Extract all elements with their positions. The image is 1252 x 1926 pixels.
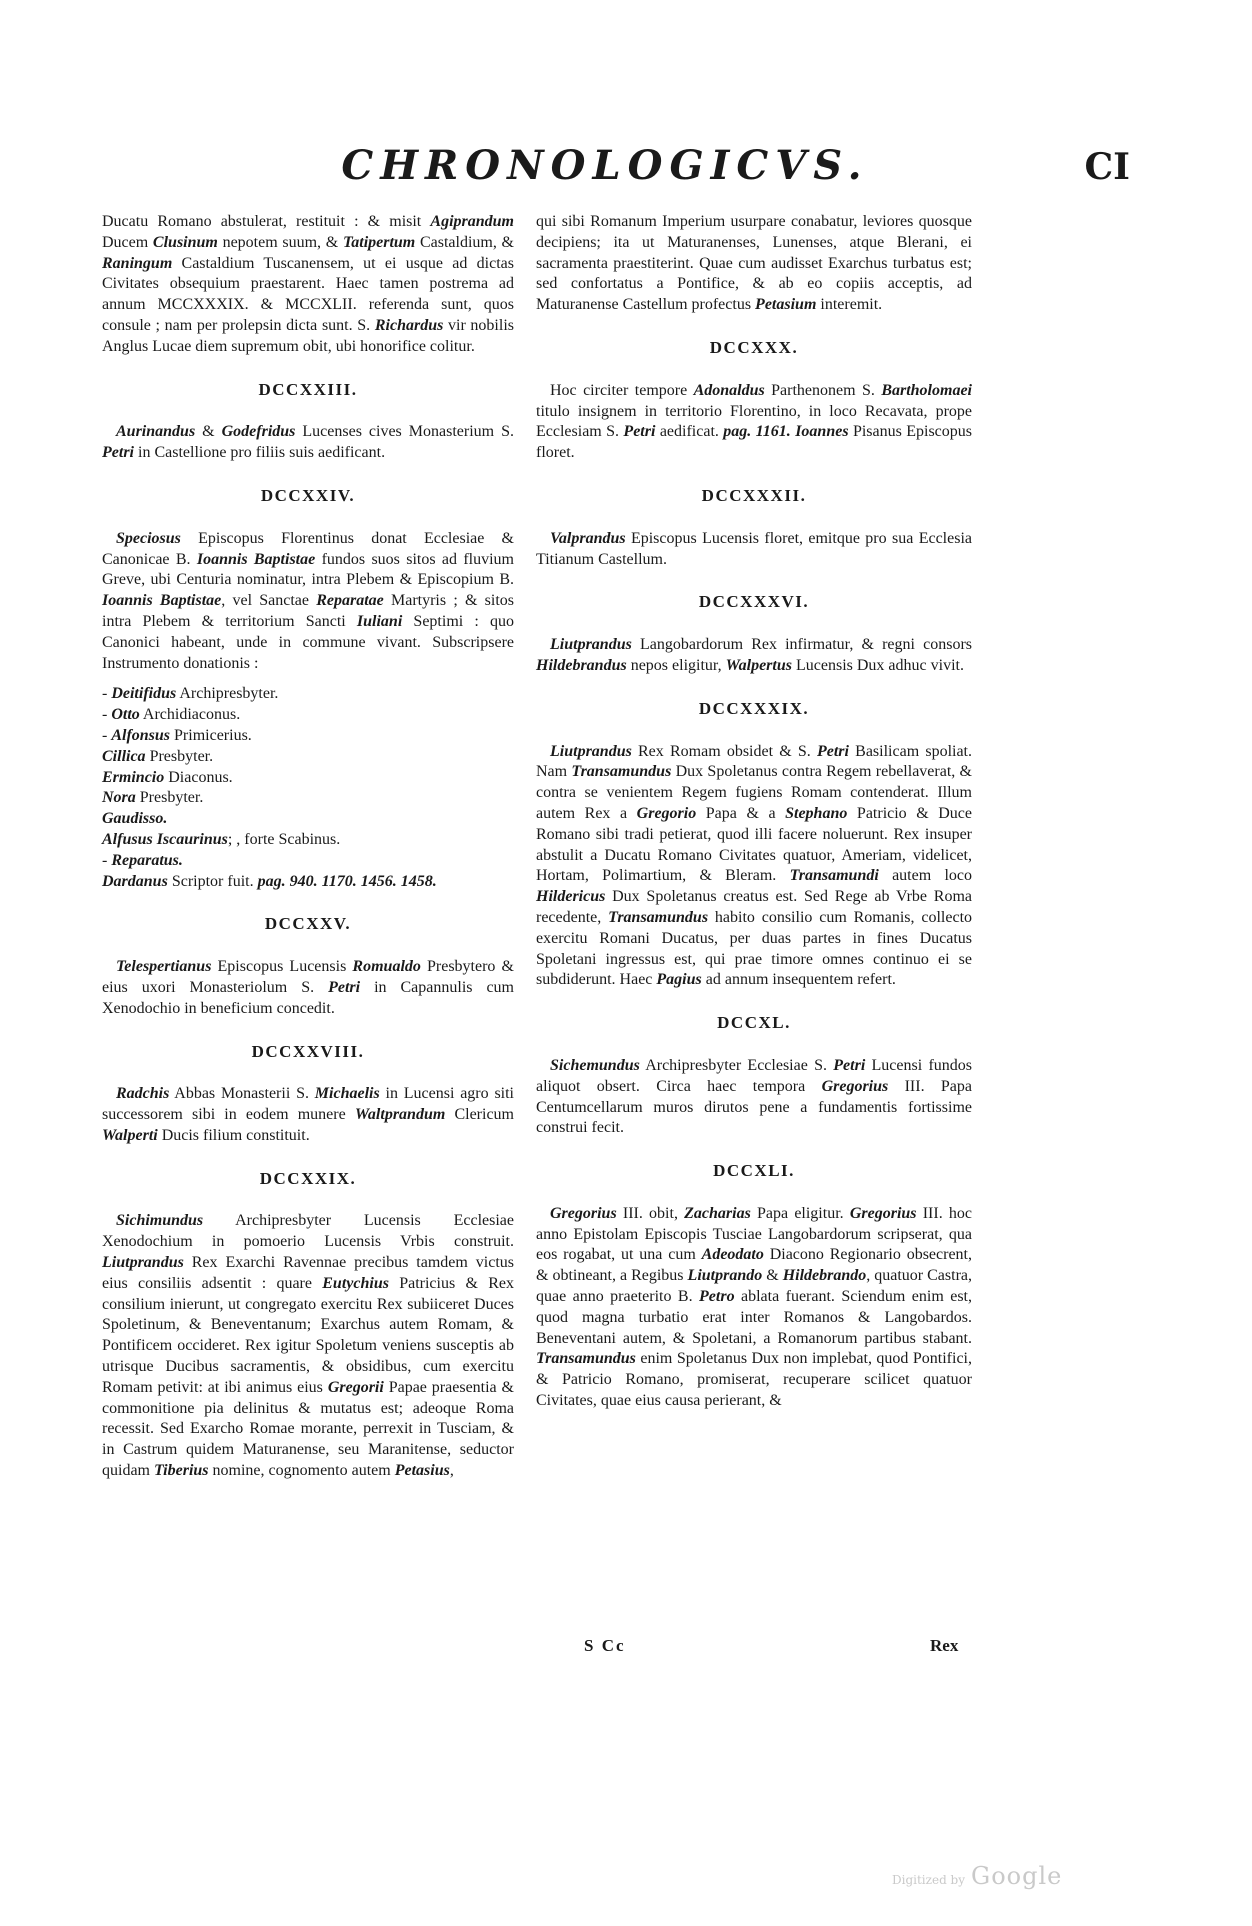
text-run: Presbyter. (145, 747, 214, 765)
text-run: Abbas Monasterii S. (169, 1085, 315, 1103)
italic-name: Adeodato (701, 1246, 764, 1264)
italic-name: Romualdo (352, 958, 421, 976)
entry-paragraph (102, 957, 514, 1019)
text-run: Primicerius. (170, 726, 252, 744)
text-run: Archidiaconus. (139, 706, 241, 724)
year-heading: DCCXXIX. (259, 1168, 357, 1188)
italic-name: Otto (111, 706, 140, 724)
entry-paragraph (536, 1056, 972, 1139)
running-head: CHRONOLOGICVS. (341, 142, 869, 189)
year-heading: DCCXXIII. (258, 379, 358, 399)
entry-paragraph (536, 381, 972, 464)
entry-paragraph (102, 1211, 514, 1481)
entry-paragraph (102, 1084, 514, 1146)
text-run: aedificat. (655, 423, 724, 441)
text-run: Lucensis Dux adhuc vivit. (791, 656, 964, 674)
entry-paragraph (102, 529, 514, 675)
italic-name: Ioannes (795, 423, 849, 441)
italic-name: Tiberius (154, 1462, 209, 1480)
text-run: Martyris ; & sitos intra Plebem & territorium Sancti (102, 592, 515, 630)
year-heading: DCCXXVIII. (251, 1041, 365, 1061)
page-header (80, 142, 1130, 202)
text-run: Pisanus Episcopus floret. (536, 423, 972, 462)
text-run: Rex Romam obsidet & S. (631, 742, 817, 760)
italic-name: Petri (102, 444, 134, 462)
italic-name: Richardus (374, 316, 444, 334)
italic-name: Stephano (785, 804, 848, 822)
text-run: - (102, 851, 112, 869)
italic-name: pag. 1161. (723, 423, 791, 441)
italic-name: Ioannis Baptistae (102, 592, 222, 610)
text-run: Scriptor fuit. (167, 872, 258, 890)
text-run: in Lucensi agro siti successorem sibi in eodem munere (102, 1085, 514, 1124)
italic-name: Iuliani (356, 612, 403, 630)
text-run: Papa eligitur. (750, 1204, 850, 1222)
text-run: Ducis filium constituit. (157, 1126, 310, 1144)
entry-paragraph (536, 635, 972, 677)
text-run: Rex Exarchi Ravennae precibus tamdem victus eius consiliis adsentit : quare (102, 1254, 514, 1292)
italic-name: Michaelis (314, 1085, 380, 1103)
text-run: qui sibi Romanum Imperium usurpare conabatur, leviores quosque decipiens; ita ut Maturanenses, Lunenses, atque Blerani, ei sacramenta praestiterint. Quae cum audisset Exarchus turbatus est; sed confortatus a Pontifice, & ab eo copiis acceptis, ad Maturanense Castellum profectus (536, 213, 972, 314)
text-run: Archipresbyter Lucensis Ecclesiae Xenodochium in pomoerio Lucensis Vrbis construit. (102, 1212, 514, 1251)
text-run: Ducem (102, 233, 153, 251)
italic-name: Gregorius (821, 1077, 889, 1095)
italic-name: Nora (102, 789, 136, 807)
text-run: enim Spoletanus Dux non implebat, quod Pontifici, & Patricio Romano, promiserat, recuperare scilicet quatuor Civitates, quae eius causa perierant, & (536, 1350, 972, 1410)
year-heading: DCCXLI. (713, 1161, 795, 1181)
italic-name: Petri (623, 423, 656, 441)
signer (102, 726, 514, 747)
italic-name: Dardanus (102, 872, 168, 890)
text-run: Diacono Regionario obsecrent, & obtineant, a Regibus (536, 1246, 972, 1285)
italic-name: Valprandus (550, 529, 626, 547)
italic-name: Sichimundus (116, 1212, 204, 1230)
entry-paragraph (536, 212, 972, 316)
italic-name: Liutprandus (550, 742, 632, 760)
italic-name: Gaudisso. (102, 810, 168, 828)
italic-name: Ioannis Baptistae (196, 550, 316, 568)
italic-name: Sichemundus (550, 1056, 640, 1074)
text-run: Parthenonem S. (764, 381, 882, 399)
italic-name: Walperti (102, 1126, 158, 1144)
year-heading: DCCXXXII. (701, 485, 807, 505)
italic-name: Tatipertum (342, 233, 416, 251)
italic-name: Walpertus (725, 656, 792, 674)
year-heading: DCCXXIV. (260, 485, 356, 505)
entry-paragraph (536, 529, 972, 571)
text-run: , vel Sanctae (221, 592, 317, 610)
text-run: Papa & a (696, 804, 786, 822)
italic-name: Liutprandus (102, 1254, 184, 1272)
italic-name: Petri (833, 1056, 866, 1074)
watermark-brand: Google (971, 1862, 1063, 1890)
text-run: Diaconus. (164, 768, 233, 786)
italic-name: Radchis (116, 1085, 170, 1103)
italic-name: Petasium (755, 296, 817, 314)
year-heading: DCCXXXVI. (698, 592, 810, 612)
text-run: fundos suos sitos ad fluvium Greve, ubi Centuria nominatur, intra Plebem & Episcopium B. (102, 550, 515, 589)
italic-name: Petri (328, 978, 361, 996)
italic-name: Transamundus (608, 908, 709, 926)
text-run: interemit. (816, 296, 883, 314)
text-run: Episcopus Florentinus donat Ecclesiae & Canonicae B. (102, 529, 514, 568)
text-run: Patricio & Duce Romano sibi tradi petierat, quod illi facere noluerunt. Rex insuper abstulit a Ducatu Romano Civitates quatuor, Ameriam, videlicet, Hortam, Polimartium, & Bleram. (536, 804, 973, 885)
signer (102, 747, 514, 768)
signer (102, 788, 514, 809)
text-run: III. Papa Centumcellarum muros dirutos pene a fundamentis fortissime construi fecit. (536, 1077, 972, 1137)
entry-paragraph (102, 212, 514, 358)
italic-name: Petri (816, 742, 849, 760)
text-run: Dux Spoletanus creatus est. Sed Rege ab Vrbe Roma recedente, (536, 888, 972, 926)
italic-name: Transamundus (536, 1350, 636, 1368)
text-run: Septimi : quo Canonici habeant, unde in commune vivant. Subscripsere Instrumento donationis : (102, 612, 514, 672)
italic-name: Speciosus (116, 529, 181, 547)
entry-paragraph (536, 1204, 972, 1412)
right-column (536, 212, 972, 1422)
italic-name: Gregorius (550, 1204, 617, 1222)
signer (102, 830, 514, 851)
signer (102, 684, 514, 705)
italic-name: Eutychius (322, 1274, 389, 1292)
text-run: habito consilio cum Romanis, collecto exercitu Romani Ducatus, per duas partes in fines Ducatus Spoletani ingressus est, qui prae timore omnes continuo ei se subdiderunt. Haec (536, 908, 973, 989)
italic-name: Liutprandus (550, 636, 632, 654)
text-run: Archipresbyter. (176, 685, 279, 703)
year-heading: DCCXXX. (709, 337, 799, 357)
text-run: - (102, 726, 112, 744)
italic-name: Petro (699, 1288, 735, 1306)
text-run: , quatuor Castra, quae anno praeterito B. (536, 1267, 973, 1306)
italic-name: Reparatae (316, 592, 384, 610)
text-run: nepotem suum, & (217, 233, 343, 251)
italic-name: Clusinum (152, 233, 218, 251)
italic-name: Hildebrando (782, 1267, 867, 1285)
signature-mark: S Cc (584, 1636, 626, 1655)
italic-name: Gregorio (636, 804, 697, 822)
text-run: Patricius & Rex consilium inierunt, ut congregato exercitu Rex subiiceret Duces Spoletinum, & Beneventanum; Exarchus autem Romam, & Pontificem occideret. Rex igitur Spoletum veniens susceptis ab utrisque Ducibus sacramentis, & obsidibus, cum exercitu Romam petivit: at ibi animus eius (102, 1274, 514, 1396)
italic-name: Transamundus (571, 763, 672, 781)
text-run: Basilicam spoliat. Nam (536, 742, 972, 781)
italic-name: Pagius (656, 971, 702, 989)
text-run: Clericum (445, 1106, 515, 1124)
digitized-watermark (892, 1862, 1062, 1890)
italic-name: Alfusus Iscaurinus (102, 830, 228, 848)
watermark-prefix: Digitized by (892, 1873, 966, 1887)
text-run: - (102, 685, 112, 703)
text-run: Lucensi fundos aliquot obsert. Circa haec tempora (536, 1056, 973, 1095)
left-column (102, 212, 514, 1492)
year-heading: DCCXL. (717, 1013, 791, 1033)
signer (102, 851, 514, 872)
italic-name: Godefridus (221, 423, 296, 441)
entry-paragraph (102, 872, 514, 893)
text-run: ad annum insequentem refert. (701, 971, 896, 989)
italic-name: Hildebrandus (536, 656, 627, 674)
signer (102, 705, 514, 726)
italic-name: Raningum (102, 254, 173, 272)
text-run: Castaldium Tuscanensem, ut ei usque ad dictas Civitates obsequium praestarent. Haec tamen postrema ad annum MCCXXXIX. & MCCXLII. referenda sunt, quos consule ; nam per prolepsin dicta sunt. S. (102, 254, 514, 334)
text-run: Presbytero & eius uxori Monasteriolum S. (102, 958, 514, 996)
italic-name: Petasius (394, 1462, 450, 1480)
text-run: Langobardorum Rex infirmatur, & regni consors (631, 636, 972, 654)
italic-name: Transamundi (789, 867, 879, 885)
text-run: in Castellione pro filiis suis aedificant. (134, 444, 386, 462)
italic-name: Gregorius (849, 1204, 917, 1222)
year-heading: DCCXXXIX. (698, 698, 810, 718)
text-run: Castaldium, & (415, 233, 515, 251)
italic-name: Liutprando (687, 1267, 763, 1285)
italic-name: Gregorii (327, 1378, 384, 1396)
text-run: Lucenses cives Monasterium S. (295, 423, 514, 441)
text-run: nepos eligitur, (626, 656, 726, 674)
text-run: Papae praesentia & commonitione pia delinitus & mutatus est; adeoque Roma recessit. Sed Exarcho Romae morante, perrexit in Tusciam, & in Castrum quidem Maturanense, seu Maranitense, seductor quidam (102, 1378, 515, 1480)
page-number: CI (1084, 146, 1130, 188)
italic-name: Telespertianus (116, 958, 212, 976)
catchword: Rex (930, 1636, 959, 1655)
italic-name: Cillica (102, 747, 146, 765)
text-run: nomine, cognomento autem (208, 1462, 395, 1480)
text-run: autem loco (878, 867, 972, 885)
text-run: , (449, 1462, 454, 1480)
year-heading: DCCXXV. (264, 914, 352, 934)
entry-paragraph (536, 742, 972, 992)
italic-name: Aurinandus (116, 423, 196, 441)
italic-name: Adonaldus (693, 381, 765, 399)
text-run: Dux Spoletanus contra Regem rebellaverat, & contra se venientem Regem fugiens Romam contenderat. Illum autem Rex a (536, 763, 972, 822)
text-run: ablata fuerant. Sciendum enim est, quod magna turbatio erat inter Romanos & Langobardos. Beneventani autem, & Spoletani, a Romanorum partibus stabant. (536, 1288, 972, 1347)
text-run: ; , forte Scabinus. (227, 830, 341, 848)
text-run: - (102, 706, 112, 724)
entry-paragraph (102, 422, 514, 464)
italic-name: Ermincio (102, 768, 165, 786)
signer (102, 809, 514, 830)
text-run: Hoc circiter tempore (550, 381, 694, 399)
text-run: Episcopus Lucensis (211, 958, 353, 976)
italic-name: Bartholomaei (881, 381, 972, 399)
text-run: III. obit, (616, 1204, 685, 1222)
italic-name: Hildericus (536, 888, 606, 906)
text-run: Ducatu Romano abstulerat, restituit : & misit (102, 213, 431, 230)
italic-name: Zacharias (684, 1204, 751, 1222)
text-run: & (762, 1267, 783, 1285)
italic-name: Deitifidus (111, 685, 177, 703)
text-run: Archipresbyter Ecclesiae S. (639, 1056, 834, 1074)
italic-name: pag. 940. 1170. 1456. 1458. (257, 872, 437, 890)
italic-name: Agiprandum (430, 213, 514, 230)
italic-name: Waltprandum (354, 1106, 446, 1124)
italic-name: Alfonsus (111, 726, 171, 744)
text-run: Episcopus Lucensis floret, emitque pro sua Ecclesia Titianum Castellum. (536, 529, 972, 568)
text-run: in Capannulis cum Xenodochio in beneficium concedit. (102, 978, 515, 1017)
text-run: & (195, 423, 222, 441)
text-run: III. hoc anno Epistolam Episcopis Tusciae Langobardorum scripserat, qua eos rogabat, ut una cum (536, 1204, 973, 1264)
text-run: titulo insignem in territorio Florentino, in loco Recavata, prope Ecclesiam S. (536, 402, 972, 441)
signers-list (102, 684, 514, 871)
text-run: Presbyter. (135, 789, 204, 807)
italic-name: Reparatus. (111, 851, 183, 869)
signer (102, 768, 514, 789)
text-run: vir nobilis Anglus Lucae diem supremum obit, ubi honorifice colitur. (102, 316, 514, 355)
